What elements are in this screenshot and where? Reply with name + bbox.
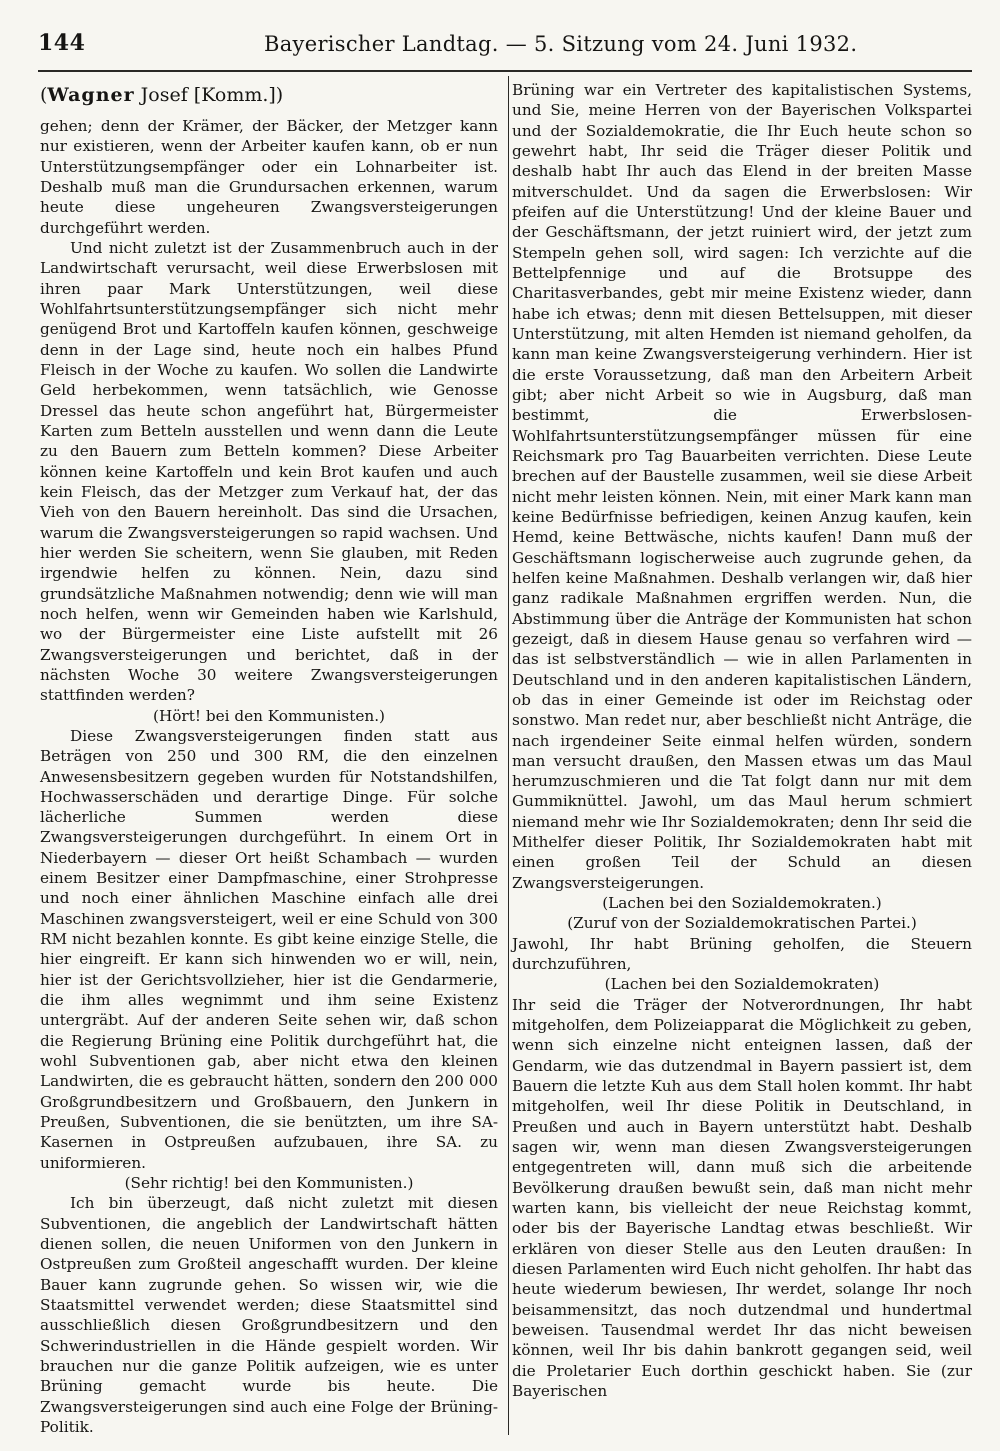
column-divider <box>508 76 509 1435</box>
running-head: Bayerischer Landtag. — 5. Sitzung vom 24. Juni 1932. <box>264 32 858 56</box>
interjection: (Sehr richtig! bei den Kommunisten.) <box>124 1174 414 1193</box>
paragraph: Diese Zwangsversteigerungen finden statt aus Beträgen von 250 und 300 RM, die den einzelnen Anwesensbesitzern gegeben wurden für Notstandshilfen, Hochwasserschäden und derartige Dinge. Für solche lächerliche Summen werden diese Zwangsversteigerungen durchgeführt. In einem Ort in Niederbayern — dieser Ort heißt Schambach — wurden einem Besitzer einer Dampfmaschine, einer Strohpresse und noch einer ähnlichen Maschine einfach alle drei Maschinen zwangsversteigert, weil er eine Schuld von 300 RM nicht bezahlen konnte. Es gibt keine einzige Stelle, die hier eingreift. Er kann sich hinwenden wo er will, nein, hier ist der Gerichtsvollzieher, hier ist die Gendarmerie, die ihm alles wegnimmt und ihm seine Existenz untergräbt. Auf der anderen Seite sehen wir, daß schon die Regierung Brüning eine Politik durchgeführt hat, die wohl Subventionen gab, aber nicht etwa den kleinen Landwirten, die es gebraucht hätten, sondern den 200 000 Großgrundbesitzern und Großbauern, den Junkern in Preußen, Subventionen, die sie benützten, um ihre SA-Kasernen in Ostpreußen aufzubauen, ihre SA. zu uniformieren. <box>40 726 498 1172</box>
paragraph: Und nicht zuletzt ist der Zusammenbruch auch in der Landwirtschaft verursacht, weil diese Erwerbslosen mit ihren paar Mark Unterstützungen, weil diese Wohlfahrtsunterstützungsempfänger sich nicht mehr genügend Brot und Kartoffeln kaufen können, geschweige denn in der Lage sind, heute noch ein halbes Pfund Fleisch in der Woche zu kaufen. Wo sollen die Landwirte Geld herbekommen, wenn tatsächlich, wie Genosse Dressel das heute schon angeführt hat, Bürgermeister Karten zum Betteln ausstellen und wenn dann die Leute zu den Bauern zum Betteln kommen? Diese Arbeiter können keine Kartoffeln und kein Brot kaufen und auch kein Fleisch, das der Metzger zum Verkauf hat, der das Vieh von den Bauern hereinholt. Das sind die Ursachen, warum die Zwangsversteigerungen so rapid wachsen. Und hier werden Sie scheitern, wenn Sie glauben, mit Reden irgendwie helfen zu können. Nein, dazu sind grundsätzliche Maßnahmen notwendig; denn wie will man noch helfen, wenn wir Gemeinden haben wie Karlshuld, wo der Bürgermeister eine Liste aufstellt mit 26 Zwangsversteigerungen und berichtet, daß in der nächsten Woche 30 weitere Zwangsversteigerungen stattfinden werden? <box>40 238 498 705</box>
interjection: (Lachen bei den Sozialdemokraten) <box>604 975 880 994</box>
paragraph: Brüning war ein Vertreter des kapitalistischen Systems, und Sie, meine Herren von der Bayerischen Volkspartei und der Sozialdemokratie, die Ihr Euch heute schon so gewehrt habt, Ihr seid die Träger dieser Politik und deshalb habt Ihr auch das Elend in der breiten Masse mitverschuldet. Und da sagen die Erwerbslosen: Wir pfeifen auf die Unterstützung! Und der kleine Bauer und der Geschäftsmann, der jetzt ruiniert wird, der jetzt zum Stempeln gehen soll, wird sagen: Ich verzichte auf die Bettelpfennige und auf die Brotsuppe des Charitasverbandes, gebt mir meine Existenz wieder, dann habe ich etwas; denn mit diesen Bettelsuppen, mit dieser Unterstützung, mit alten Hemden ist niemand geholfen, da kann man keine Zwangsversteigerung verhindern. Hier ist die erste Voraussetzung, daß man den Arbeitern Arbeit gibt; aber nicht Arbeit so wie in Augsburg, daß man bestimmt, die Erwerbslosen-Wohlfahrtsunterstützungsempfänger müssen für eine Reichsmark pro Tag Bauarbeiten verrichten. Diese Leute brechen auf der Baustelle zusammen, weil sie diese Arbeit nicht mehr leisten können. Nein, mit einer Mark kann man keine Bedürfnisse befriedigen, keinen Anzug kaufen, kein Hemd, keine Bettwäsche, nichts kaufen! Dann muß der Geschäftsmann logischerweise auch zugrunde gehen, da helfen keine Maßnahmen. Deshalb verlangen wir, daß hier ganz radikale Maßnahmen ergriffen werden. Nun, die Abstimmung über die Anträge der Kommunisten hat schon gezeigt, daß in diesem Hause genau so verfahren wird — das ist selbstverständlich — wie in allen Parlamenten in Deutschland und in den anderen kapitalistischen Ländern, ob das in einer Gemeinde ist oder im Reichstag oder sonstwo. Man redet nur, aber beschließt nicht Anträge, die nach irgendeiner Seite einmal helfen würden, sondern man versucht draußen, den Massen etwas um das Maul herumzuschmieren und die Tat folgt dann nur mit dem Gummiknüttel. Jawohl, um das Maul herum schmiert niemand mehr wie Ihr Sozialdemokraten; denn Ihr seid die Mithelfer dieser Politik, Ihr Sozialdemokraten habt mit einen großen Teil der Schuld an diesen Zwangsversteigerungen. <box>512 81 972 892</box>
speaker-affiliation: Josef [Komm.]) <box>134 84 284 106</box>
interjection: (Zuruf von der Sozialdemokratischen Partei.) <box>567 914 917 933</box>
page-number: 144 <box>38 30 86 56</box>
paragraph: Ihr seid die Träger der Notverordnungen, Ihr habt mitgeholfen, dem Polizeiapparat die Möglichkeit zu geben, wenn sich einzelne nicht enteignen lassen, daß der Gendarm, wie das dutzendmal in Bayern passiert ist, dem Bauern die letzte Kuh aus dem Stall holen kommt. Ihr habt mitgeholfen, weil Ihr diese Politik in Deutschland, in Preußen und auch in Bayern unterstützt habt. Deshalb sagen wir, wenn man diesen Zwangsversteigerungen entgegentreten will, dann muß sich die arbeitende Bevölkerung draußen bewußt sein, daß man nicht mehr warten kann, bis vielleicht der neue Reichstag kommt, oder bis der Bayerische Landtag etwas beschließt. Wir erklären von dieser Stelle aus den Leuten draußen: In diesen Parlamenten wird Euch nicht geholfen. Ihr habt das heute wiederum bewiesen, Ihr werdet, solange Ihr noch beisammensitzt, das noch dutzendmal und hundertmal beweisen. Tausendmal werdet Ihr das nicht beweisen können, weil Ihr bis dahin bankrott gegangen seid, weil die Proletarier Euch dorthin geschickt haben. Sie (zur Bayerischen <box>512 995 972 1400</box>
page-header <box>38 30 972 72</box>
left-column <box>40 80 498 1437</box>
interjection: (Hört! bei den Kommunisten.) <box>153 706 385 725</box>
right-column <box>512 80 972 1401</box>
speaker-name: Wagner <box>47 84 135 106</box>
paragraph: Jawohl, Ihr habt Brüning geholfen, die Steuern durchzuführen, <box>512 934 972 974</box>
speaker-open-paren: ( <box>40 84 48 106</box>
speaker-line <box>40 80 498 110</box>
paragraph: Ich bin überzeugt, daß nicht zuletzt mit diesen Subventionen, die angeblich der Landwirtschaft hätten dienen sollen, die neuen Uniformen von den Junkern in Ostpreußen zum Großteil angeschafft wurden. Der kleine Bauer kann zugrunde gehen. So wissen wir, wie die Staatsmittel verwendet werden; diese Staatsmittel sind ausschließlich diesen Großgrundbesitzern und den Schwerindustriellen in die Hände gespielt worden. Wir brauchen nur die ganze Politik aufzeigen, wie es unter Brüning gemacht wurde bis heute. Die Zwangsversteigerungen sind auch eine Folge der Brüning-Politik. <box>40 1194 498 1436</box>
paragraph: gehen; denn der Krämer, der Bäcker, der Metzger kann nur existieren, wenn der Arbeiter kaufen kann, ob er nun Unterstützungsempfänger oder ein Lohnarbeiter ist. Deshalb muß man die Grundursachen erkennen, warum heute diese ungeheuren Zwangsversteigerungen durchgeführt werden. <box>40 117 498 237</box>
interjection: (Lachen bei den Sozialdemokraten.) <box>602 894 882 913</box>
